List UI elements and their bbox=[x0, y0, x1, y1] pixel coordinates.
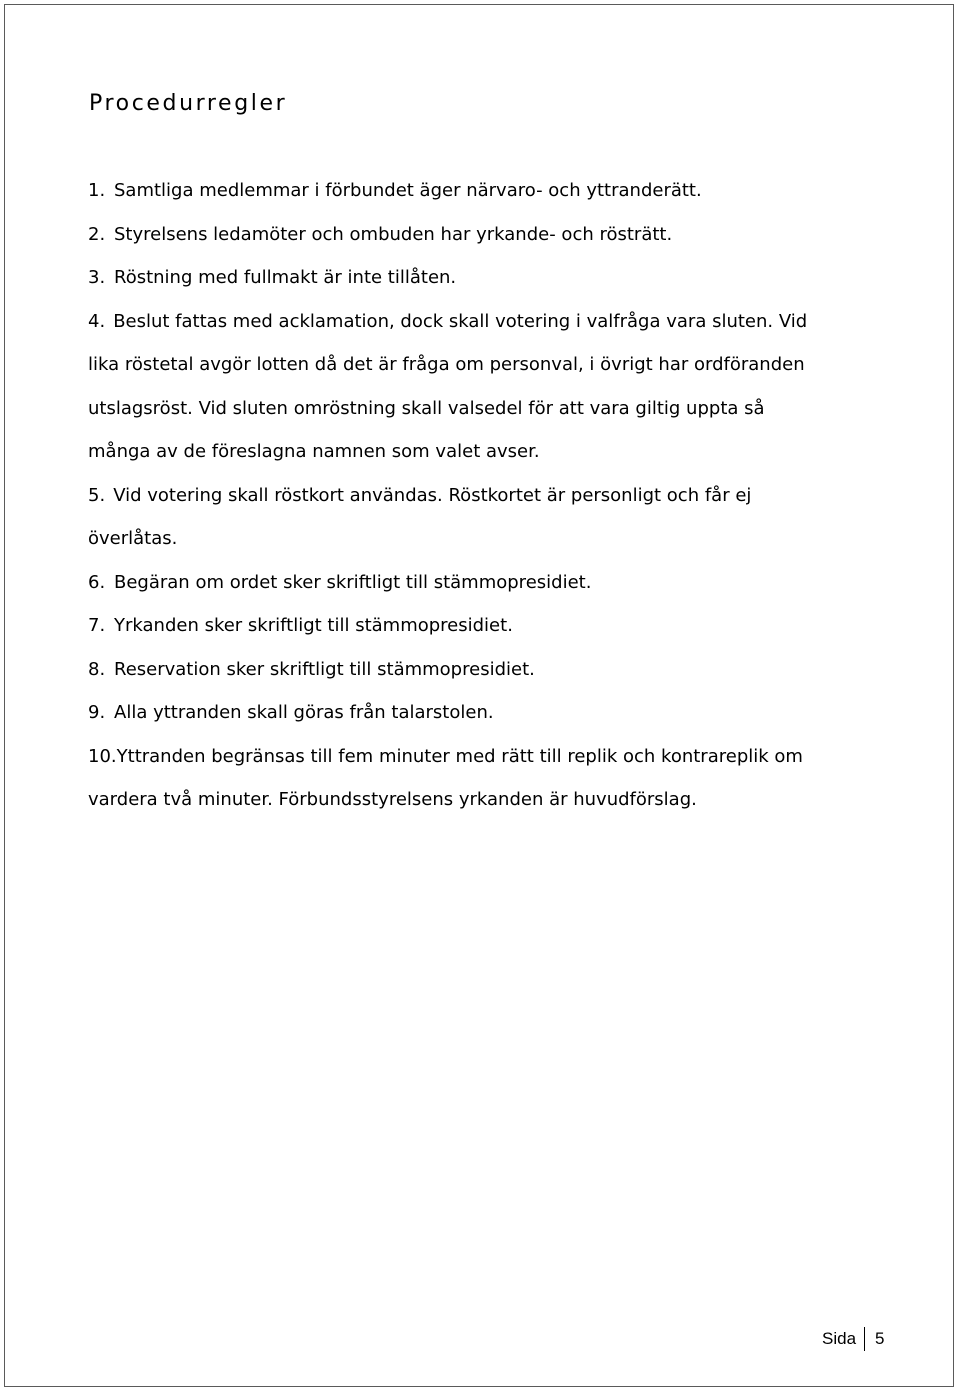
list-item bbox=[88, 561, 808, 605]
rule-number: 5. bbox=[88, 484, 106, 506]
page-label: Sida bbox=[822, 1329, 857, 1348]
list-item bbox=[88, 604, 808, 648]
list-item bbox=[88, 256, 808, 300]
list-item bbox=[88, 300, 808, 474]
rule-text: Begäran om ordet sker skriftligt till stämmopresidiet. bbox=[114, 571, 592, 593]
rule-text: Styrelsens ledamöter och ombuden har yrkande- och rösträtt. bbox=[114, 223, 673, 245]
footer-divider bbox=[864, 1327, 865, 1351]
rule-text: Vid votering skall röstkort användas. Röstkortet är personligt och får ej överlåtas. bbox=[88, 484, 752, 549]
rule-text: Beslut fattas med acklamation, dock skall votering i valfråga vara sluten. Vid lika röstetal avgör lotten då det är fråga om personval, i övrigt har ordföranden utslagsröst. Vid sluten omröstning skall valsedel för att vara giltig uppta så många av de föreslagna namnen som valet avser. bbox=[88, 310, 808, 462]
rule-number: 1. bbox=[88, 180, 106, 201]
rule-number: 7. bbox=[88, 615, 106, 636]
list-item bbox=[88, 735, 808, 822]
list-item bbox=[88, 648, 808, 692]
document-page bbox=[4, 4, 954, 1387]
rule-number: 8. bbox=[88, 658, 106, 680]
page-title: Procedurregler bbox=[89, 91, 288, 116]
rule-number: 9. bbox=[88, 702, 106, 723]
rule-number: 2. bbox=[88, 223, 106, 245]
rule-text: Samtliga medlemmar i förbundet äger närvaro- och yttranderätt. bbox=[114, 180, 702, 201]
list-item bbox=[88, 474, 808, 561]
rule-text: Alla yttranden skall göras från talarstolen. bbox=[114, 702, 494, 723]
rule-text: Yrkanden sker skriftligt till stämmopresidiet. bbox=[114, 615, 513, 636]
rule-number: 10. bbox=[88, 745, 117, 767]
rule-text: Yttranden begränsas till fem minuter med rätt till replik och kontrareplik om vardera två minuter. Förbundsstyrelsens yrkanden är huvudförslag. bbox=[88, 745, 803, 810]
page-footer bbox=[822, 1327, 885, 1351]
page-number: 5 bbox=[875, 1329, 885, 1348]
rule-number: 4. bbox=[88, 310, 106, 332]
rule-text: Reservation sker skriftligt till stämmopresidiet. bbox=[114, 658, 535, 680]
rule-list bbox=[88, 169, 808, 822]
rule-number: 6. bbox=[88, 571, 106, 593]
list-item bbox=[88, 169, 808, 213]
list-item bbox=[88, 213, 808, 257]
rule-text: Röstning med fullmakt är inte tillåten. bbox=[114, 267, 457, 288]
rule-number: 3. bbox=[88, 267, 106, 288]
list-item bbox=[88, 691, 808, 735]
